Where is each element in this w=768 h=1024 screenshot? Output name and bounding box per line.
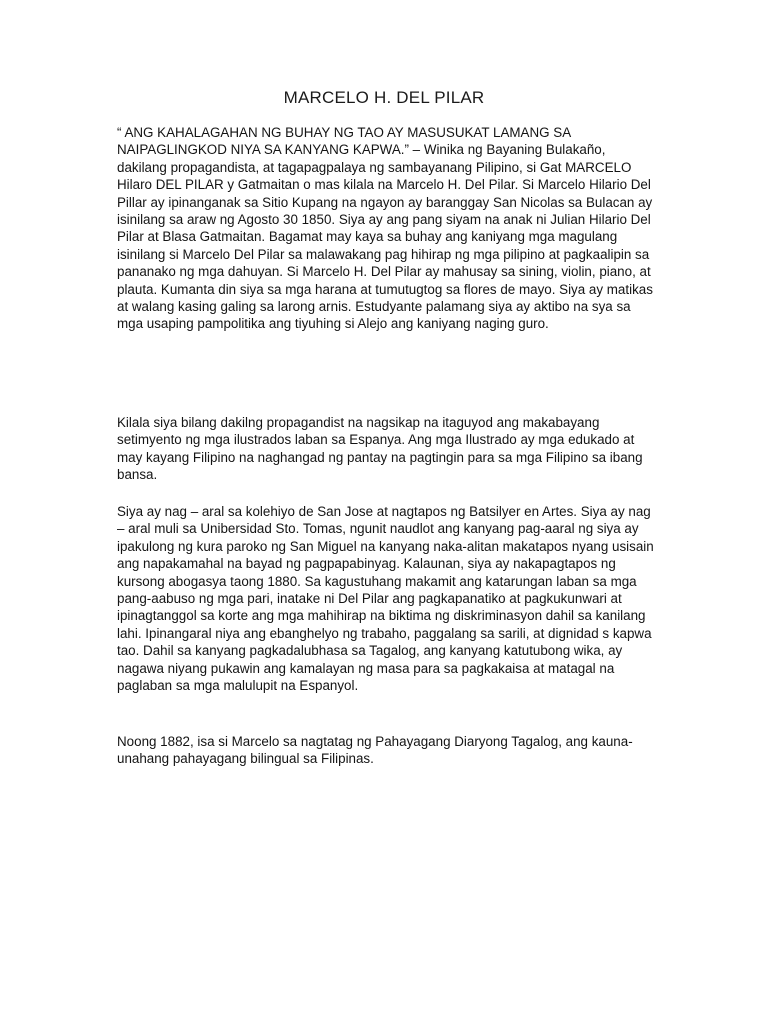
paragraph-education: Siya ay nag – aral sa kolehiyo de San Jose at nagtapos ng Batsilyer en Artes. Siya ay nag – aral muli sa Unibersidad Sto. Tomas, ngunit naudlot ang kanyang pag-aaral ng siya ay ipakulong ng kura paroko ng San Miguel na kanyang naka-alitan makatapos nyang usisain ang napakamahal na bayad ng pagpapabinyag. Kalaunan, siya ay nakapagtapos ng kursong abogasya taong 1880. Sa kagustuhang makamit ang katarungan laban sa mga pang-aabuso ng mga pari, inatake ni Del Pilar ang pagkapanatiko at pagkukunwari at ipinagtanggol sa korte ang mga mahihirap na biktima ng diskriminasyon dahil sa kanilang lahi. Ipinangaral niya ang ebanghelyo ng trabaho, paggalang sa sarili, at dignidad s kapwa tao. Dahil sa kanyang pagkadalubhasa sa Tagalog, ang kanyang katutubong wika, ay nagawa niyang pukawin ang kamalayan ng masa para sa pagkakaisa at matagal na paglaban sa mga malulupit na Espanyol.: [117, 504, 654, 694]
page-title: MARCELO H. DEL PILAR: [283, 88, 485, 107]
paragraph-propagandist: Kilala siya bilang dakilng propagandist na nagsikap na itaguyod ang makabayang setimyento ng mga ilustrados laban sa Espanya. Ang mga Ilustrado ay mga edukado at may kayang Filipino na naghangad ng pantay na pagtingin para sa mga Filipino sa ibang bansa.: [117, 415, 643, 483]
paragraph-newspaper: Noong 1882, isa si Marcelo sa nagtatag ng Pahayagang Diaryong Tagalog, ang kauna-unahang pahayagang bilingual sa Filipinas.: [117, 734, 633, 767]
paragraph-intro: “ ANG KAHALAGAHAN NG BUHAY NG TAO AY MASUSUKAT LAMANG SA NAIPAGLINGKOD NIYA SA KANYANG KAPWA.” – Winika ng Bayaning Bulakaño, dakilang propagandista, at tagapagpalaya ng sambayanang Pilipino, si Gat MARCELO Hilaro DEL PILAR y Gatmaitan o mas kilala na Marcelo H. Del Pilar. Si Marcelo Hilario Del Pillar ay ipinanganak sa Sitio Kupang na ngayon ay baranggay San Nicolas sa Bulacan ay isinilang sa araw ng Agosto 30 1850. Siya ay ang pang siyam na anak ni Julian Hilario Del Pilar at Blasa Gatmaitan. Bagamat may kaya sa buhay ang kaniyang mga magulang isinilang si Marcelo Del Pilar sa malawakang pag hihirap ng mga pilipino at pagkaalipin sa pananako ng mga dahuyan. Si Marcelo H. Del Pilar ay mahusay sa sining, violin, piano, at plauta. Kumanta din siya sa mga harana at tumutugtog sa flores de mayo. Siya ay matikas at walang kasing galing sa larong arnis. Estudyante palamang siya ay aktibo na sya sa mga usaping pampolitika ang tiyuhing si Alejo ang kaniyang naging guro.: [117, 125, 653, 332]
